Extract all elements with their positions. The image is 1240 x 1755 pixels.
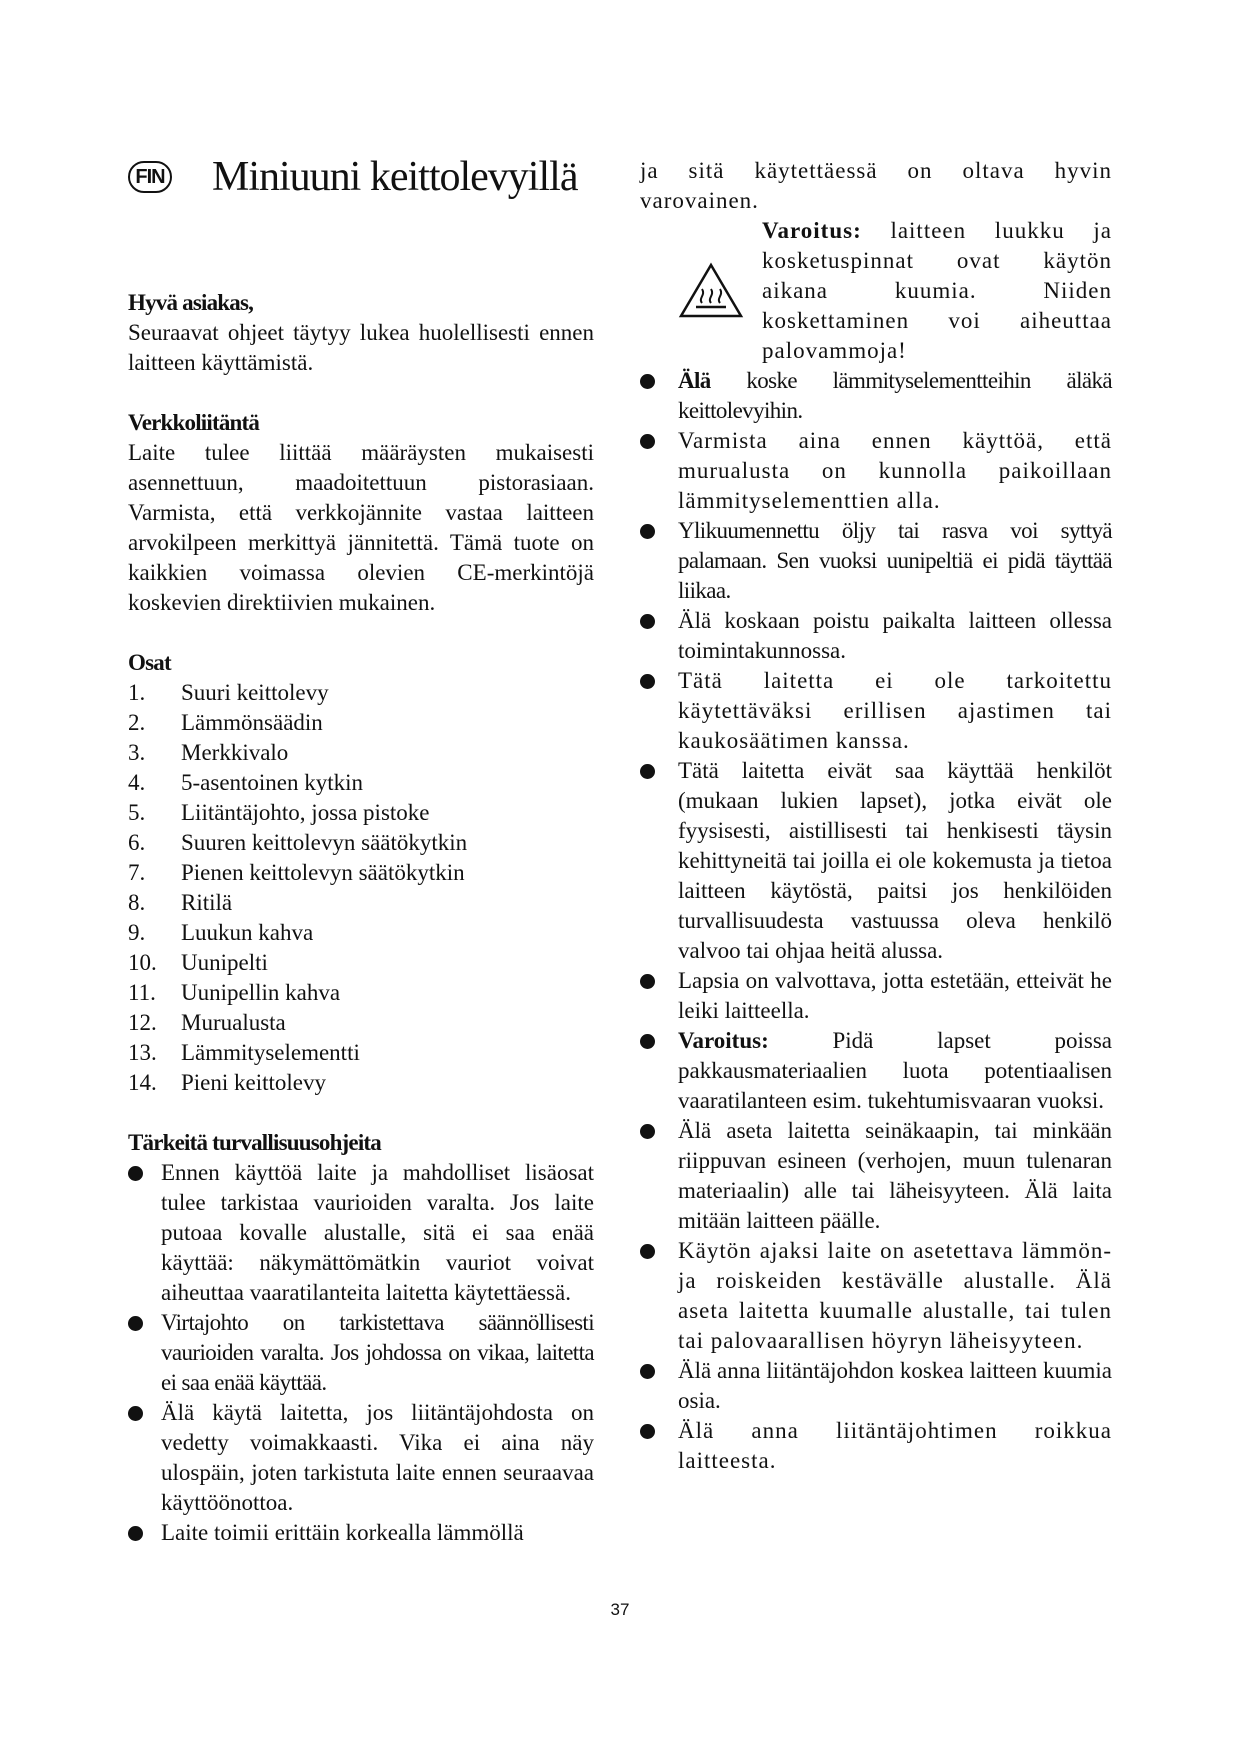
list-item [678,1356,1112,1416]
item-number: 12. [128,1010,157,1035]
list-item [678,1236,1112,1356]
list-item [678,1026,1112,1116]
item-number: 10. [128,950,157,975]
bullet-icon [128,1308,161,1398]
greeting-section [128,288,594,378]
mains-text: Laite tulee liittää määräysten mukaisesti asennettuun, maadoitettuun pistorasiaan. Varmista, että verkkojännite vastaa laitteen arvokilpeen merkittyä jännitettä. Tämä tuote on kaikkien voimassa olevien CE-merkintöjä koskevien direktiivien mukainen. [128,440,594,615]
list-item [128,888,594,918]
item-text: Virtajohto on tarkistettava säännöllisesti vaurioiden varalta. Jos johdossa on vikaa, laitetta ei saa enää käyttää. [161,1310,594,1395]
item-label: Suuri keittolevy [181,680,329,705]
list-item [128,918,594,948]
list-item [128,678,594,708]
item-text: Tätä laitetta eivät saa käyttää henkilöt (mukaan lukien lapset), jotka eivät ole fyysisesti, aistillisesti tai henkisesti täysin kehittyneitä tai joilla ei ole kokemusta ja tietoa laitteen käytöstä, paitsi jos henkilöiden turvallisuudesta vastuussa oleva henkilö valvoo tai ohjaa heitä alussa. [678,758,1112,963]
item-label: Pieni keittolevy [181,1070,327,1095]
item-number: 8. [128,890,146,915]
item-label: Liitäntäjohto, jossa pistoke [181,800,430,825]
left-column [128,150,594,1548]
item-label: Pienen keittolevyn säätökytkin [181,860,465,885]
list-item [128,1398,594,1518]
list-item [128,858,594,888]
item-number: 4. [128,770,146,795]
warning-paragraph [762,216,1112,366]
bullet-icon [640,516,678,606]
safety-list-left [128,1158,594,1548]
parts-section [128,648,594,1098]
list-item [128,948,594,978]
item-text: Älä anna liitäntäjohtimen roikkua laitteesta. [678,1418,1112,1473]
item-label: Lämmönsäädin [181,710,323,735]
list-item [128,738,594,768]
item-label: Suuren keittolevyn säätökytkin [181,830,468,855]
item-number: 1. [128,680,146,705]
parts-heading: Osat [128,650,171,675]
item-number: 9. [128,920,146,945]
list-item [678,666,1112,756]
list-item [678,426,1112,516]
bullet-icon [640,1416,678,1476]
bullet-icon [640,666,678,756]
bullet-icon [128,1518,161,1548]
item-text [678,1026,1112,1116]
list-item [678,516,1112,606]
item-number: 11. [128,980,156,1005]
list-item [128,708,594,738]
list-item [128,1068,594,1098]
safety-list-right [678,366,1112,1476]
item-number: 2. [128,710,146,735]
list-item [128,828,594,858]
list-item [128,798,594,828]
item-label: Lämmityselementti [181,1040,360,1065]
item-text: Älä koskaan poistu paikalta laitteen ollessa toimintakunnossa. [678,608,1112,663]
bullet-icon [128,1398,161,1518]
mains-heading: Verkkoliitäntä [128,410,260,435]
item-text: Ylikuumennettu öljy tai rasva voi syttyä palamaan. Sen vuoksi uunipeltiä ei pidä täyttää liikaa. [678,518,1112,603]
bullet-icon [640,1116,678,1236]
item-number: 6. [128,830,146,855]
ala-bold: Älä [678,368,711,393]
bullet-icon [640,756,678,966]
hot-surface-icon-wrap [678,216,762,366]
bullet-icon [128,1158,161,1308]
title-row [128,150,594,204]
list-item [678,966,1112,1026]
warning-label: Varoitus: [762,218,862,243]
list-item [678,1116,1112,1236]
item-label: Uunipellin kahva [181,980,341,1005]
safety-heading: Tärkeitä turvallisuusohjeita [128,1130,381,1155]
item-label: Merkkivalo [181,740,289,765]
list-item [678,756,1112,966]
item-number: 3. [128,740,146,765]
list-item [128,768,594,798]
item-number: 5. [128,800,146,825]
list-item [678,366,1112,426]
right-column [640,156,1112,1476]
item-text [678,366,1112,426]
page-number: 37 [610,1600,630,1619]
item-text: Ennen käyttöä laite ja mahdolliset lisäosat tulee tarkistaa vaurioiden varalta. Jos laite putoaa kovalle alustalle, sitä ei saa enää käyttää: näkymättömätkin vauriot voivat aiheuttaa vaaratilanteita laitetta käytettäessä. [161,1160,594,1305]
item-text: Tätä laitetta ei ole tarkoitettu käytettäväksi erillisen ajastimen tai kaukosäätimen kanssa. [678,668,1112,753]
warning2-label: Varoitus: [678,1028,769,1053]
bullet-icon [640,966,678,1026]
item-text: Laite toimii erittäin korkealla lämmöllä [161,1520,524,1545]
list-item [678,1416,1112,1476]
ala-text: koske lämmityselementteihin äläkä keittolevyihin. [678,368,1112,423]
item-label: Murualusta [181,1010,286,1035]
list-item [128,1518,594,1548]
list-item [128,1308,594,1398]
item-text: Älä anna liitäntäjohdon koskea laitteen kuumia osia. [678,1358,1112,1413]
list-item [128,1158,594,1308]
bullet-icon [640,426,678,516]
item-number: 14. [128,1070,157,1095]
safety-section [128,1128,594,1548]
bullet-icon [640,1356,678,1416]
bullet-icon [640,606,678,666]
item-label: Luukun kahva [181,920,314,945]
bullet-icon [640,366,678,426]
item-text: Lapsia on valvottava, jotta estetään, etteivät he leiki laitteella. [678,968,1112,1023]
continuation-text: ja sitä käytettäessä on oltava hyvin varovainen. [640,158,1112,213]
warning-text: laitteen luukku ja kosketuspinnat ovat käytön aikana kuumia. Niiden koskettaminen voi aiheuttaa palovammoja! [762,218,1112,363]
hot-surface-warning [678,216,1112,366]
greeting-heading: Hyvä asiakas, [128,290,254,315]
hot-surface-warning-icon [678,262,744,320]
item-text: Käytön ajaksi laite on asetettava lämmön- ja roiskeiden kestävälle alustalle. Älä aseta laitetta kuumalle alustalle, tai tulen tai palovaarallisen höyryn läheisyyteen. [678,1238,1112,1353]
greeting-text: Seuraavat ohjeet täytyy lukea huolellisesti ennen laitteen käyttämistä. [128,320,594,375]
bullet-icon [640,1236,678,1356]
list-item [128,1038,594,1068]
parts-list [128,678,594,1098]
list-item [678,606,1112,666]
list-item [128,978,594,1008]
item-number: 13. [128,1040,157,1065]
item-text: Älä aseta laitetta seinäkaapin, tai minkään riippuvan esineen (verhojen, muun tulenaran materiaalin) alle tai läheisyyteen. Älä laita mitään laitteen päälle. [678,1118,1112,1233]
item-number: 7. [128,860,146,885]
item-text: Varmista aina ennen käyttöä, että murualusta on kunnolla paikoillaan lämmityselementtien alla. [678,428,1112,513]
item-text: Älä käytä laitetta, jos liitäntäjohdosta on vedetty voimakkaasti. Vika ei aina näy ulospäin, joten tarkistuta laite ennen seuraavaa käyttöönottoa. [161,1400,594,1515]
language-badge: FIN [128,161,172,193]
bullet-icon [640,1026,678,1116]
mains-section [128,408,594,618]
list-item [128,1008,594,1038]
item-label: Uunipelti [181,950,268,975]
item-label: 5-asentoinen kytkin [181,770,364,795]
item-label: Ritilä [181,890,233,915]
warning2-text: Pidä lapset poissa pakkausmateriaalien luota potentiaalisen vaaratilanteen esim. tukehtumisvaaran vuoksi. [678,1028,1112,1113]
page-title: Miniuuni keittolevyillä [212,154,578,200]
